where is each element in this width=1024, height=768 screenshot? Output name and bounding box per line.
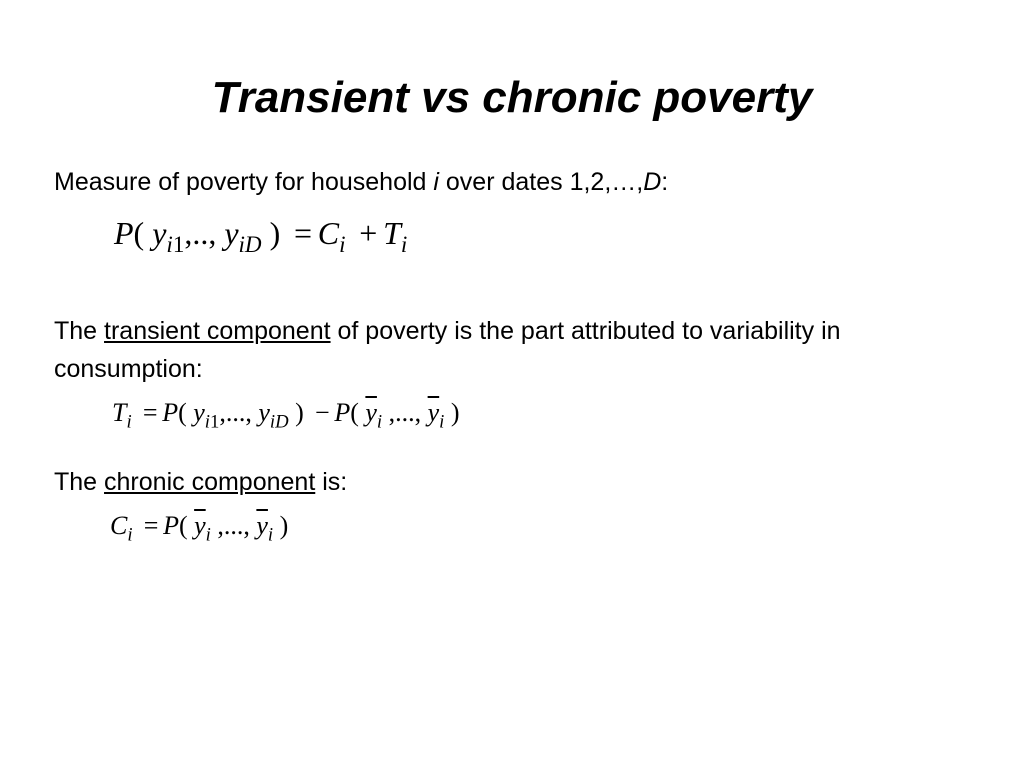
transient-paragraph <box>54 312 974 388</box>
chronic-prefix: The <box>54 468 105 496</box>
equation-chronic: $C_i = P$( $\overline{y}_i$ ,..., $\overline{y}_i$ ) <box>110 511 289 546</box>
transient-prefix: The <box>54 317 105 345</box>
transient-term: transient component <box>104 317 331 345</box>
transient-suffix: of poverty is the part attributed to variability in consumption: <box>54 317 841 383</box>
chronic-term: chronic component <box>104 468 316 496</box>
equation-decomposition: P( $y_{i1}$,.., $y_{iD}$ ) = $C_i + T_i$ <box>114 215 408 258</box>
intro-before: Measure of poverty for household <box>54 168 434 196</box>
equation-transient: $T_i = P$( $y_{i1}$,..., $y_{iD}$ ) − P( $\overline{y}_i$ ,..., $\overline{y}_i$ ) <box>112 398 460 433</box>
chronic-suffix: is: <box>315 468 348 496</box>
intro-after: : <box>661 168 669 196</box>
slide-title: Transient vs chronic poverty <box>211 73 813 122</box>
intro-line <box>54 163 974 201</box>
intro-middle: over dates 1,2,…, <box>438 168 644 196</box>
intro-var-D: D <box>643 168 662 196</box>
chronic-paragraph <box>54 463 974 501</box>
intro-var-i: i <box>433 168 439 196</box>
